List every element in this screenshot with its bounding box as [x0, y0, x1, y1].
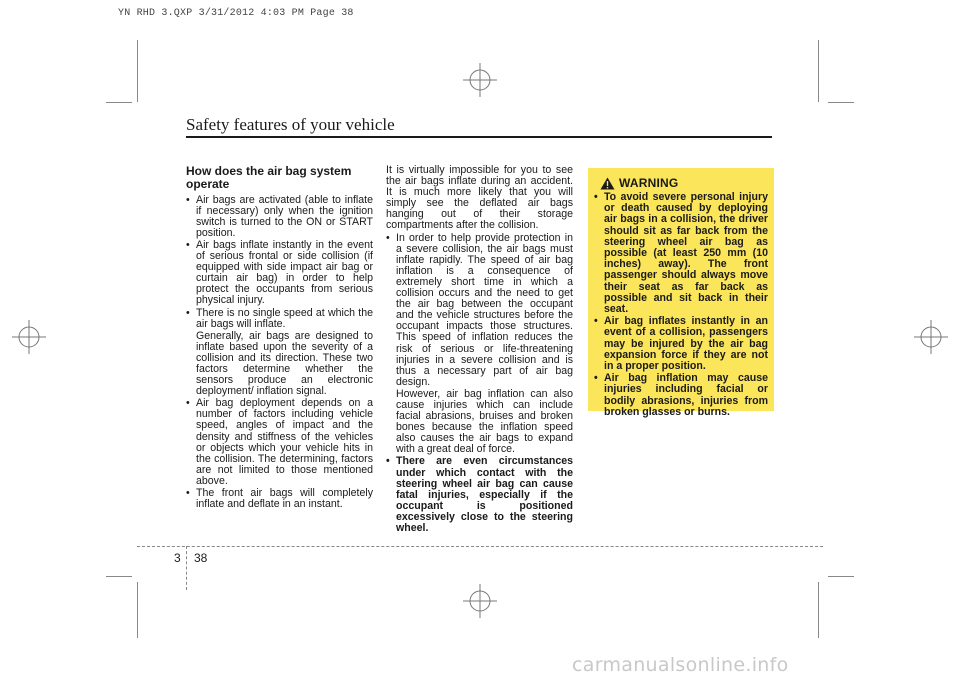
crop-mark: [818, 40, 819, 102]
paragraph: Generally, air bags are designed to inflate based upon the severity of a collision and its direction. These two factors determine whether the sensors produce an electronic deployment/ inflation signal.: [196, 329, 373, 398]
crop-mark: [137, 40, 138, 102]
crop-mark: [106, 102, 132, 103]
crop-mark: [828, 102, 854, 103]
bullet-item: • There is no single speed at which the air bags will inflate.: [186, 308, 373, 330]
text-column-1: [186, 165, 373, 511]
bullet-item: • In order to help provide protection in a severe collision, the air bags must inflate rapidly. The speed of air bag inflation is a consequence of extremely short time in which a collision occurs and the need to get the air bag between the occupant and the vehicle structures before the occupant impacts those structures. This speed of inflation reduces the risk of serious or life-threatening injuries in a severe collision and is thus a necessary part of air bag design.: [386, 233, 573, 388]
warning-box: [588, 168, 774, 418]
section-title: Safety features of your vehicle: [186, 115, 395, 134]
crop-mark: [818, 582, 819, 638]
paragraph: However, air bag inflation can also cause injuries which can include facial abrasions, bruises and broken bones because the inflation speed also causes the air bags to expand with a great deal of force.: [396, 387, 573, 456]
watermark: carmanualsonline.info: [572, 654, 789, 676]
warning-header: [600, 176, 768, 190]
bullet-item: • Air bags are activated (able to inflate if necessary) only when the ignition switch is turned to the ON or START position.: [186, 195, 373, 239]
registration-mark-icon: [463, 63, 497, 97]
registration-mark-icon: [914, 320, 948, 354]
warning-item: • To avoid severe personal injury or death caused by deploying air bags in a collision, the driver should sit as far back from the steering wheel air bag as possible (at least 250 mm (10 inches) away). The front passenger should always move their seat as far back as possible and sit back in their seat.: [594, 192, 768, 315]
registration-mark-icon: [12, 320, 46, 354]
warning-title: WARNING: [619, 176, 679, 190]
bullet-item: • Air bag deployment depends on a number of factors including vehicle speed, angles of impact and the density and stiffness of the vehicles or objects which your vehicle hits in the collision. The determining, factors are not limited to those mentioned above.: [186, 398, 373, 487]
warning-item: • Air bag inflation may cause injuries including facial or bodily abrasions, injuries from broken glasses or burns.: [594, 373, 768, 418]
footer-divider: [186, 546, 187, 590]
section-heading: How does the air bag system operate: [186, 164, 352, 191]
registration-mark-icon: [463, 584, 497, 618]
print-header: YN RHD 3.QXP 3/31/2012 4:03 PM Page 38: [118, 8, 354, 19]
bullet-item: • The front air bags will completely inflate and deflate in an instant.: [186, 488, 373, 510]
crop-mark: [828, 576, 854, 577]
crop-mark: [137, 582, 138, 638]
footer-rule: [137, 546, 823, 547]
paragraph: It is virtually impossible for you to see the air bags inflate during an accident. It is much more likely that you will simply see the deflated air bags hanging out of their storage compartments after the collision.: [386, 164, 573, 232]
warning-item: • Air bag inflates instantly in an event of a collision, passengers may be injured by the air bag expansion force if they are not in a proper position.: [594, 316, 768, 372]
title-rule: [186, 136, 772, 138]
warning-triangle-icon: [600, 177, 615, 190]
chapter-number: 3: [174, 551, 181, 565]
crop-mark: [106, 576, 132, 577]
text-column-2: [386, 165, 573, 535]
page-number: 38: [194, 551, 208, 565]
bullet-item-bold: • There are even circumstances under which contact with the steering wheel air bag can cause fatal injuries, especially if the occupant is positioned excessively close to the steering wheel.: [386, 456, 573, 534]
bullet-item: • Air bags inflate instantly in the event of serious frontal or side collision (if equipped with side impact air bag or curtain air bag) in order to help protect the occupants from serious physical injury.: [186, 240, 373, 307]
